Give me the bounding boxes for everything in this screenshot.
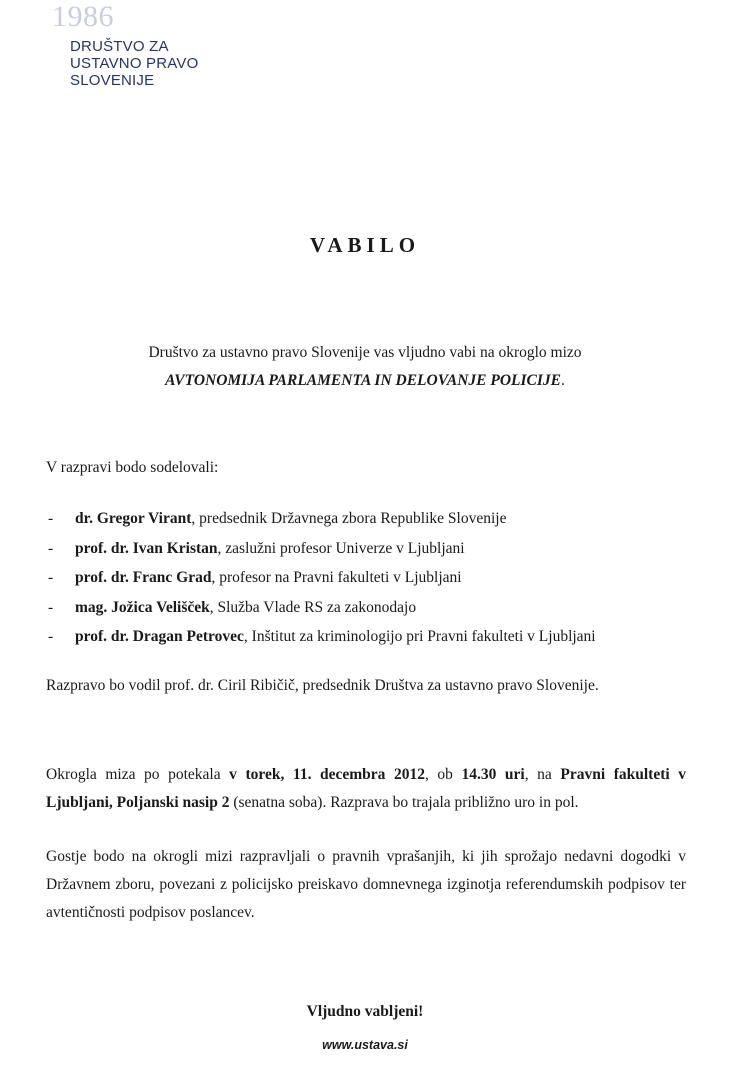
participant-name: mag. Jožica Velišček [75, 598, 210, 616]
participant-item [46, 593, 596, 623]
participant-item [46, 534, 596, 564]
logo-line: DRUŠTVO ZA [70, 38, 169, 55]
list-dash: - [48, 539, 54, 557]
participant-item [46, 504, 596, 534]
event-details-paragraph [46, 761, 686, 817]
list-dash: - [48, 510, 54, 527]
logo-text [70, 38, 198, 89]
logo-year: 1986 [52, 0, 114, 33]
event-time: 14.30 uri [461, 766, 525, 783]
event-date: v torek, 11. decembra 2012 [229, 766, 425, 783]
participant-role: , Inštitut za kriminologijo pri Pravni fakulteti v Ljubljani [243, 628, 596, 646]
participant-role: , zaslužni profesor Univerze v Ljubljani [217, 539, 465, 557]
event-text: Okrogla miza po potekala [46, 766, 230, 783]
document-title: VABILO [309, 233, 421, 257]
intro-line: Društvo za ustavno pravo Slovenije vas vljudno vabi na okroglo mizo [148, 344, 582, 361]
event-text: (senatna soba). Razprava bo trajala približno uro in pol. [229, 794, 579, 811]
list-dash: - [48, 569, 54, 587]
participant-item [46, 622, 596, 652]
event-text: , ob [425, 766, 462, 783]
topic-suffix: . [561, 372, 565, 389]
organization-logo [52, 0, 272, 95]
list-dash: - [48, 598, 54, 616]
invitation-intro [0, 339, 730, 395]
roundtable-topic: AVTONOMIJA PARLAMENTA IN DELOVANJE POLICIJE [165, 372, 562, 389]
participant-role: , profesor na Pravni fakulteti v Ljubljani [211, 569, 462, 587]
participants-heading: V razpravi bodo sodelovali: [46, 459, 219, 476]
moderator-paragraph: Razpravo bo vodil prof. dr. Ciril Ribičič, predsednik Društva za ustavno pravo Slovenije. [46, 677, 599, 694]
participant-name: prof. dr. Dragan Petrovec [75, 628, 244, 646]
website-link[interactable]: www.ustava.si [322, 1038, 408, 1052]
list-dash: - [48, 628, 54, 646]
participants-list [46, 504, 596, 652]
participant-role: , predsednik Državnega zbora Republike Slovenije [191, 510, 507, 527]
logo-line: USTAVNO PRAVO [70, 55, 199, 72]
participant-role: , Služba Vlade RS za zakonodajo [209, 598, 417, 616]
logo-line: SLOVENIJE [70, 72, 155, 89]
event-venue: Pravni fakulteti v Ljubljani, Poljanski nasip 2 [46, 766, 687, 811]
description-paragraph: Gostje bodo na okrogli mizi razpravljali o pravnih vprašanjih, ki jih sprožajo nedavni dogodki v Državnem zboru, povezani z policijsko preiskavo domnevnega izginotja referendumskih podpisov ter avtentičnosti podpisov poslancev. [46, 848, 686, 921]
participant-item [46, 563, 596, 593]
closing-line: Vljudno vabljeni! [306, 1003, 424, 1020]
participant-name: prof. dr. Ivan Kristan [75, 539, 218, 557]
participant-name: dr. Gregor Virant [75, 510, 192, 527]
roundtable-topic-line [0, 367, 730, 395]
participant-name: prof. dr. Franc Grad [75, 569, 212, 587]
event-text: , na [524, 766, 561, 783]
